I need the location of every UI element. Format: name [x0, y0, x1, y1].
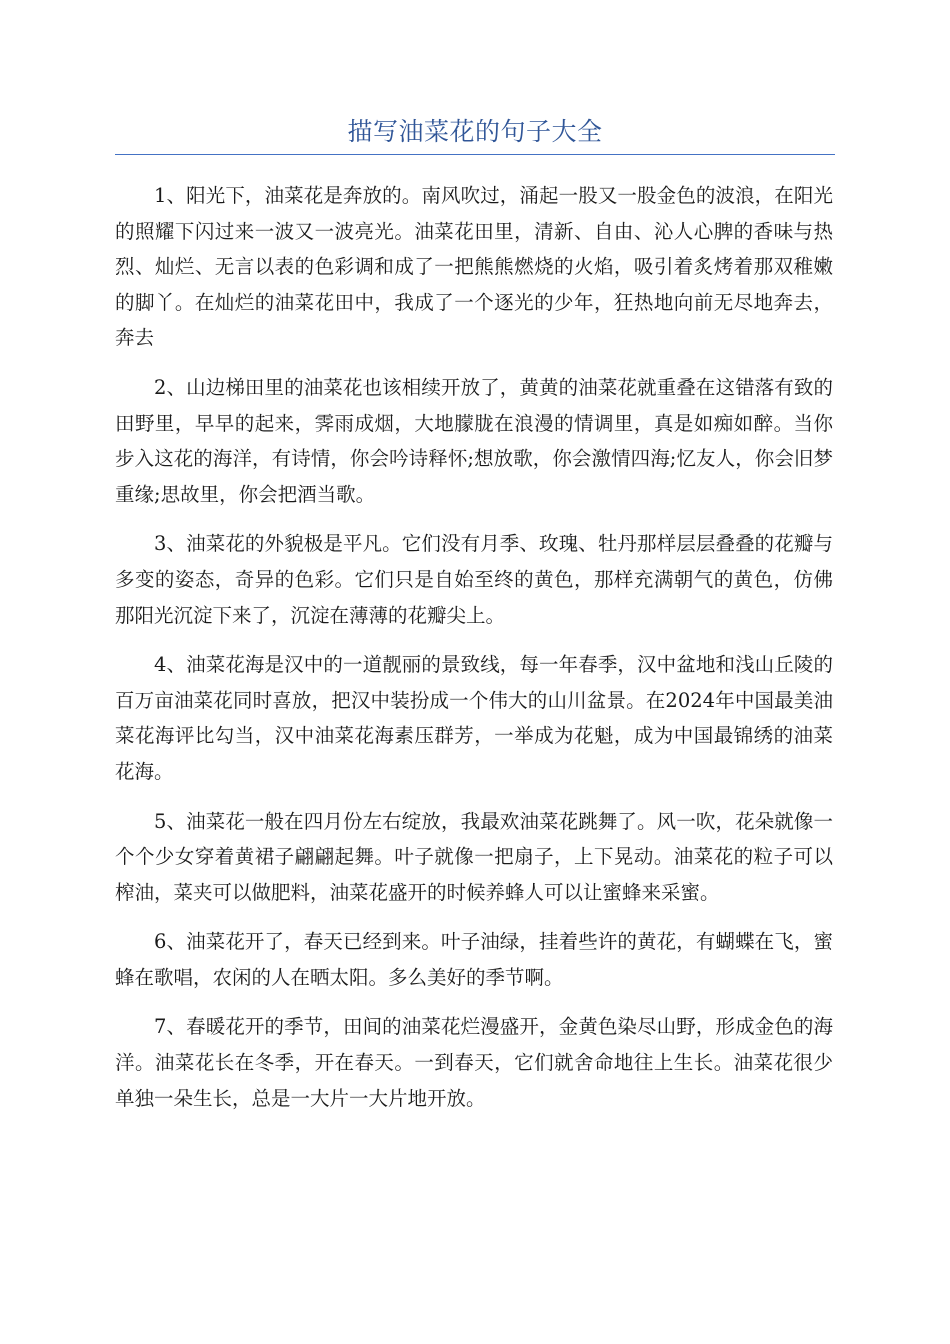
title-underline [115, 154, 835, 155]
paragraph-6: 6、油菜花开了，春天已经到来。叶子油绿，挂着些许的黄花，有蝴蝶在飞，蜜蜂在歌唱，农闲的人在晒太阳。多么美好的季节啊。 [115, 930, 833, 989]
paragraph-1: 1、阳光下，油菜花是奔放的。南风吹过，涌起一股又一股金色的波浪，在阳光的照耀下闪过来一波又一波亮光。油菜花田里，清新、自由、沁人心脾的香味与热烈、灿烂、无言以表的色彩调和成了一把熊熊燃烧的火焰，吸引着炙烤着那双稚嫩的脚丫。在灿烂的油菜花田中，我成了一个逐光的少年，狂热地向前无尽地奔去，奔去 [115, 184, 833, 350]
paragraph-7: 7、春暖花开的季节，田间的油菜花烂漫盛开，金黄色染尽山野，形成金色的海洋。油菜花长在冬季，开在春天。一到春天，它们就舍命地往上生长。油菜花很少单独一朵生长，总是一大片一大片地开放。 [115, 1015, 833, 1110]
page-title: 描写油菜花的句子大全 [347, 117, 603, 146]
paragraph-2: 2、山边梯田里的油菜花也该相续开放了，黄黄的油菜花就重叠在这错落有致的田野里，早早的起来，霁雨成烟，大地朦胧在浪漫的情调里，真是如痴如醉。当你步入这花的海洋，有诗情，你会吟诗释怀;想放歌，你会激情四海;忆友人，你会旧梦重缘;思故里，你会把酒当歌。 [115, 375, 833, 506]
document-body [115, 178, 833, 1130]
paragraph-5: 5、油菜花一般在四月份左右绽放，我最欢油菜花跳舞了。风一吹，花朵就像一个个少女穿着黄裙子翩翩起舞。叶子就像一把扇子，上下晃动。油菜花的粒子可以榨油，菜夹可以做肥料，油菜花盛开的时候养蜂人可以让蜜蜂来采蜜。 [115, 809, 833, 904]
paragraph-3: 3、油菜花的外貌极是平凡。它们没有月季、玫瑰、牡丹那样层层叠叠的花瓣与多变的姿态，奇异的色彩。它们只是自始至终的黄色，那样充满朝气的黄色，仿佛那阳光沉淀下来了，沉淀在薄薄的花瓣尖上。 [115, 532, 833, 627]
paragraph-4: 4、油菜花海是汉中的一道靓丽的景致线，每一年春季，汉中盆地和浅山丘陵的百万亩油菜花同时喜放，把汉中装扮成一个伟大的山川盆景。在2024年中国最美油菜花海评比勾当，汉中油菜花海素压群芳，一举成为花魁，成为中国最锦绣的油菜花海。 [115, 653, 833, 783]
